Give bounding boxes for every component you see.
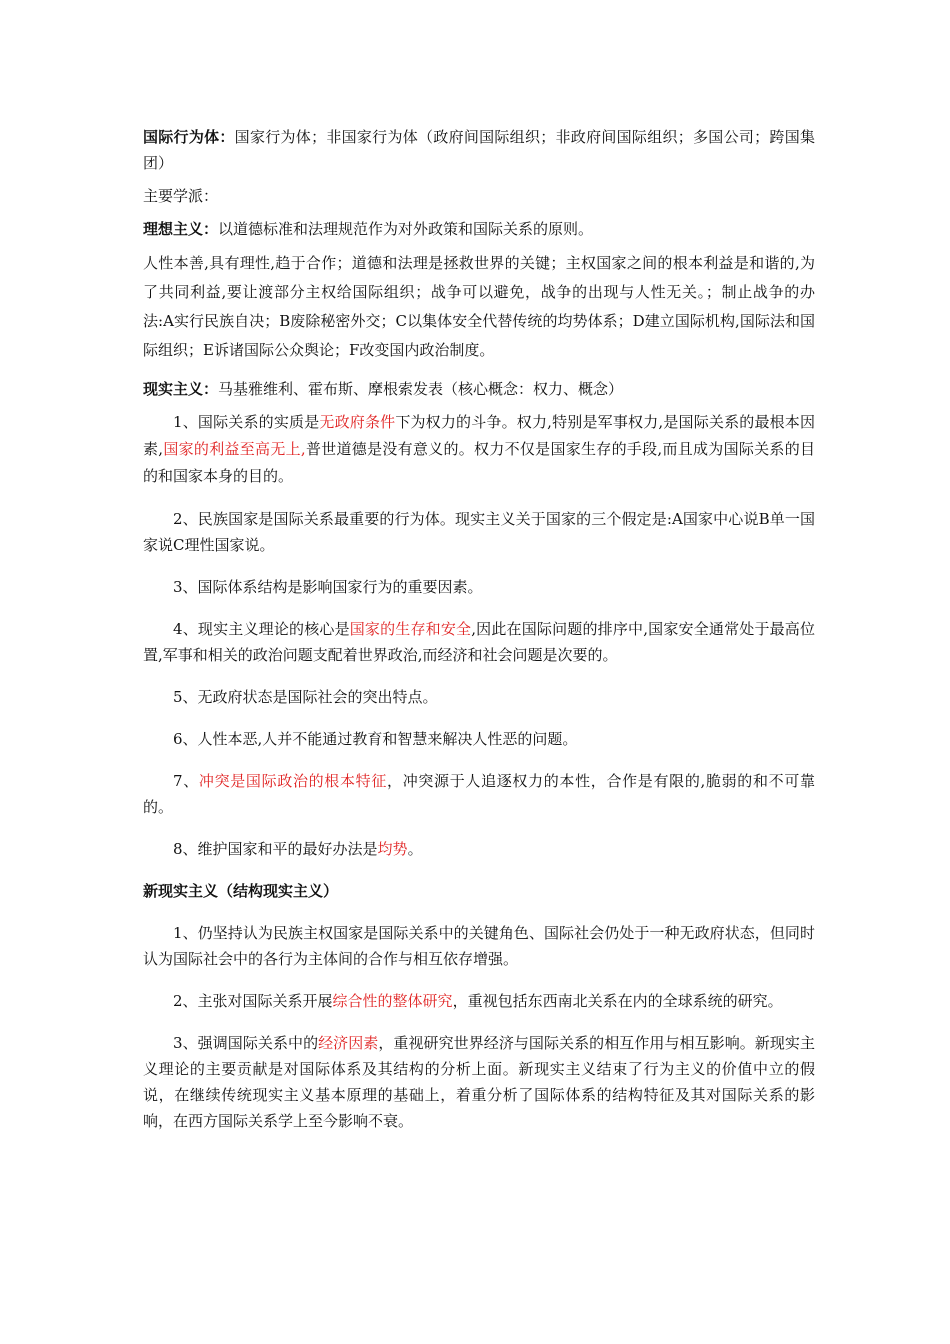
neorealism-point-2-text-a: 2、主张对国际关系开展: [173, 992, 333, 1010]
realism-point-8-text-a: 8、维护国家和平的最好办法是: [173, 840, 378, 858]
realism-point-1-text-b: 下为权力的斗争。权力,特别是军事权力,是国际关系的最根本因素,: [143, 413, 815, 458]
actors-paragraph: [143, 124, 815, 176]
realism-point-8-emphasis: 均势: [377, 840, 408, 858]
realism-point-5: 5、无政府状态是国际社会的突出特点。: [173, 688, 438, 706]
realism-point-8: [143, 836, 815, 862]
realism-point-4-emphasis: 国家的生存和安全: [349, 620, 472, 638]
realism-point-4-text-b: ,因此在国际问题的排序中,国家安全通常处于最高位置,军事和相关的政治问题支配着世界政治,而经济和社会问题是次要的。: [143, 620, 815, 664]
neorealism-point-3-text-b: ，重视研究世界经济与国际关系的相互作用与相互影响。新现实主义理论的主要贡献是对国际体系及其结构的分析上面。新现实主义结束了行为主义的价值中立的假说，在继续传统现实主义基本原理的基础上，着重分析了国际体系的结构特征及其对国际关系的影响，在西方国际关系学上至今影响不衰。: [143, 1034, 815, 1130]
document-page: [143, 124, 815, 1134]
realism-point-4: [143, 616, 815, 668]
actors-heading: 国际行为体：: [143, 128, 235, 146]
realism-point-7-text-b: ，冲突源于人追逐权力的本性，合作是有限的,脆弱的和不可靠的。: [143, 772, 815, 816]
neorealism-point-2-text-b: ，重视包括东西南北关系在内的全球系统的研究。: [452, 992, 783, 1010]
neorealism-point-3: [143, 1030, 815, 1134]
neorealism-point-3-text-a: 3、强调国际关系中的: [173, 1034, 319, 1052]
idealism-heading: 理想主义：: [143, 220, 219, 238]
neorealism-point-2-emphasis: 综合性的整体研究: [332, 992, 453, 1010]
realism-point-1-text-a: 1、国际关系的实质是: [173, 413, 320, 431]
realism-point-7-emphasis: 冲突是国际政治的根本特征: [198, 772, 388, 790]
realism-heading: 现实主义：: [143, 380, 219, 398]
realism-point-1-emphasis-2: 国家的利益至高无上,: [163, 440, 306, 458]
neorealism-point-2: [143, 988, 815, 1014]
realism-point-3: 3、国际体系结构是影响国家行为的重要因素。: [173, 578, 483, 596]
schools-label: 主要学派：: [143, 187, 219, 205]
realism-point-6: 6、人性本恶,人并不能通过教育和智慧来解决人性恶的问题。: [173, 730, 578, 748]
realism-paragraph: [143, 376, 815, 402]
actors-body: 国家行为体；非国家行为体（政府间国际组织；非政府间国际组织；多国公司；跨国集团）: [143, 128, 815, 172]
idealism-body: 人性本善,具有理性,趋于合作；道德和法理是拯救世界的关键；主权国家之间的根本利益是和谐的,为了共同利益,要让渡部分主权给国际组织；战争可以避免，战争的出现与人性无关。；制止战争的办法:A实行民族自决；B废除秘密外交；C以集体安全代替传统的均势体系；D建立国际机构,国际法和国际组织；E诉诸国际公众舆论；F改变国内政治制度。: [143, 254, 815, 359]
realism-point-2: 2、民族国家是国际关系最重要的行为体。现实主义关于国家的三个假定是:A国家中心说B单一国家说C理性国家说。: [143, 510, 815, 554]
realism-intro: 马基雅维利、霍布斯、摩根索发表（核心概念：权力、概念）: [218, 380, 624, 398]
realism-point-1-emphasis-1: 无政府条件: [319, 413, 396, 431]
neorealism-heading: 新现实主义（结构现实主义）: [143, 882, 339, 900]
realism-point-1: [143, 409, 815, 490]
idealism-intro: 以道德标准和法理规范作为对外政策和国际关系的原则。: [218, 220, 594, 238]
neorealism-point-3-emphasis: 经济因素: [318, 1034, 379, 1052]
realism-point-4-text-a: 4、现实主义理论的核心是: [173, 620, 350, 638]
realism-point-7-text-a: 7、: [173, 772, 199, 790]
realism-point-8-text-b: 。: [407, 840, 423, 858]
realism-point-7: [143, 768, 815, 820]
neorealism-point-1: 1、仍坚持认为民族主权国家是国际关系中的关键角色、国际社会仍处于一种无政府状态，但同时认为国际社会中的各行为主体间的合作与相互依存增强。: [143, 924, 815, 968]
realism-point-1-text-c: 普世道德是没有意义的。权力不仅是国家生存的手段,而且成为国际关系的目的和国家本身的目的。: [143, 440, 815, 485]
idealism-paragraph: [143, 216, 815, 242]
